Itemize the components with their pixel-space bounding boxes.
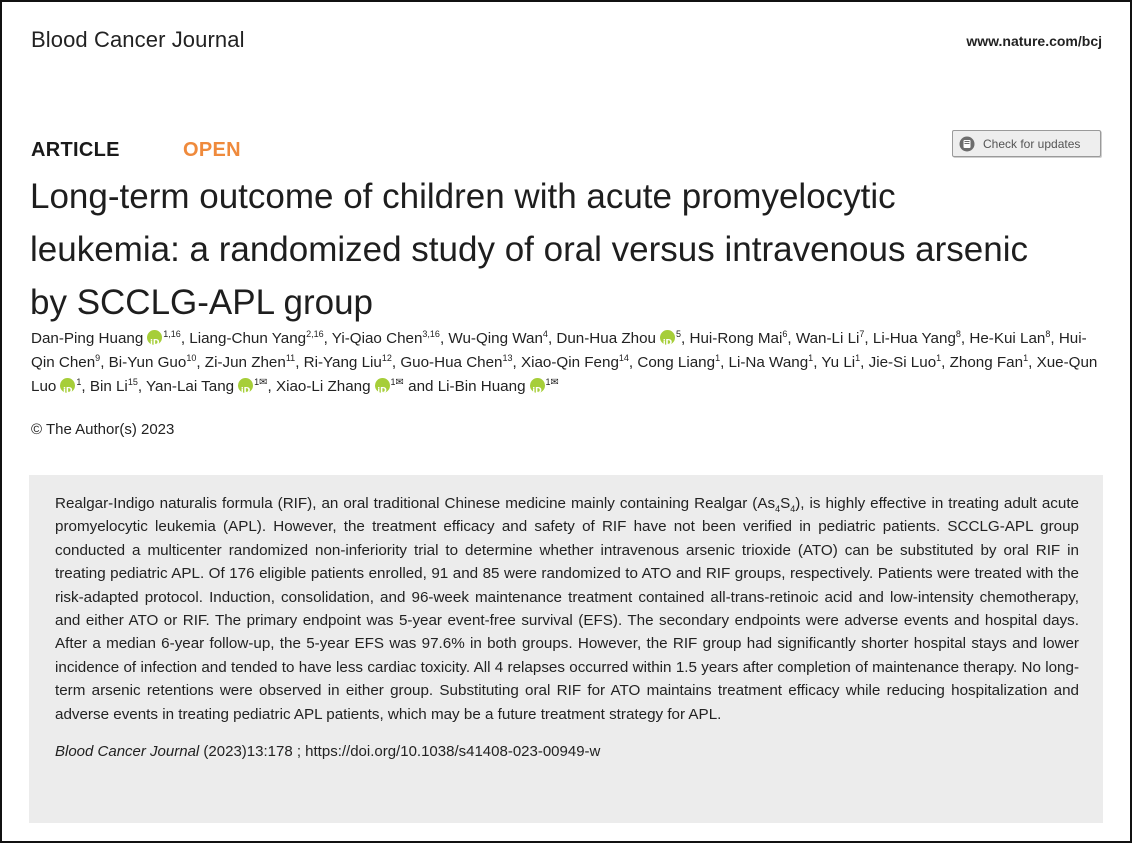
author[interactable] xyxy=(969,330,1050,347)
author-affiliation: 1 xyxy=(76,377,82,387)
copyright-notice: © The Author(s) 2023 xyxy=(31,421,175,438)
author[interactable] xyxy=(637,354,720,371)
author-affiliation: 14 xyxy=(618,353,629,363)
orcid-icon[interactable] xyxy=(375,378,390,393)
check-for-updates-button[interactable] xyxy=(952,130,1101,157)
abstract-box xyxy=(29,475,1103,823)
author-affiliation: 1 xyxy=(715,353,721,363)
author-name[interactable]: Bin Li xyxy=(89,378,128,395)
author-name[interactable]: Yi-Qiao Chen xyxy=(331,330,423,347)
author-name[interactable]: Liang-Chun Yang xyxy=(189,330,307,347)
author[interactable] xyxy=(729,354,814,371)
author[interactable] xyxy=(304,354,392,371)
author-name[interactable]: Xue-Qun Luo xyxy=(31,354,1098,395)
orcid-icon[interactable] xyxy=(238,378,253,393)
author-name[interactable]: Wu-Qing Wan xyxy=(448,330,543,347)
article-type-label: ARTICLE xyxy=(31,139,120,161)
author-name[interactable]: Hui-Qin Chen xyxy=(31,330,1087,371)
author-name[interactable]: Jie-Si Luo xyxy=(868,354,937,371)
author-name[interactable]: Hui-Rong Mai xyxy=(689,330,783,347)
citation-line xyxy=(55,743,1079,760)
author-affiliation: 6 xyxy=(782,329,788,339)
author-affiliation: 1 xyxy=(808,353,814,363)
author[interactable] xyxy=(689,330,787,347)
author-affiliation: 2,16 xyxy=(306,329,324,339)
author-name[interactable]: Xiao-Li Zhang xyxy=(275,378,371,395)
author-affiliation: 1 xyxy=(545,377,551,387)
citation-journal: Blood Cancer Journal xyxy=(55,743,200,761)
author-and: and xyxy=(403,378,438,395)
abstract-text: Realgar-Indigo naturalis formula (RIF), an oral traditional Chinese medicine mainly containing Realgar $(As_4S_4)$, is highly effective in treating adult acute promyelocytic leukemia (APL). However, the treatment efficacy and safety of RIF have not been verified in pediatric patients. SCCLG-APL group conducted a multicenter randomized non-inferiority trial to determine whether intravenous arsenic trioxide (ATO) can be substituted by oral RIF in treating pediatric APL. Of 176 eligible patients enrolled, 91 and 85 were randomized to ATO and RIF groups, respectively. Patients were treated with the risk-adapted protocol. Induction, consolidation, and 96-week maintenance treatment contained all-trans-retinoic acid and low-intensity chemotherapy, and either ATO or RIF. The primary endpoint was 5-year event-free survival (EFS). The secondary endpoints were adverse events and hospital days. After a median 6-year follow-up, the 5-year EFS was 97.6% in both groups. However, the RIF group had significantly shorter hospital stays and lower incidence of infection and tended to have less cardiac toxicity. All 4 relapses occurred within 1.5 years after completion of maintenance therapy. No long-term arsenic retentions were observed in either group. Substituting oral RIF for ATO maintains treatment efficacy while reducing hospitalization and adverse events in treating pediatric APL patients, which may be a future treatment strategy for APL. xyxy=(55,495,1079,723)
author-name[interactable]: Bi-Yun Guo xyxy=(108,354,187,371)
author[interactable] xyxy=(873,330,961,347)
email-icon[interactable]: ✉ xyxy=(550,377,559,388)
author-affiliation: 4 xyxy=(542,329,548,339)
author-affiliation: 10 xyxy=(186,353,197,363)
author[interactable] xyxy=(521,354,629,371)
author[interactable] xyxy=(796,330,865,347)
orcid-icon[interactable] xyxy=(530,378,545,393)
author[interactable] xyxy=(448,330,548,347)
author-affiliation: 8 xyxy=(955,329,961,339)
author[interactable] xyxy=(332,330,440,347)
author[interactable] xyxy=(400,354,512,371)
author-affiliation: 3,16 xyxy=(422,329,440,339)
author-name[interactable]: Xiao-Qin Feng xyxy=(520,354,619,371)
author[interactable] xyxy=(556,330,681,347)
author-name[interactable]: Guo-Hua Chen xyxy=(400,354,503,371)
author-affiliation: 15 xyxy=(127,377,138,387)
check-updates-icon xyxy=(959,136,975,152)
author-affiliation: 5 xyxy=(676,329,682,339)
orcid-icon[interactable] xyxy=(147,330,162,345)
author-affiliation: 1 xyxy=(254,377,260,387)
author[interactable] xyxy=(205,354,295,371)
author-affiliation: 1 xyxy=(1023,353,1029,363)
author-name[interactable]: Dan-Ping Huang xyxy=(31,330,144,347)
author-affiliation: 11 xyxy=(285,353,296,363)
orcid-icon[interactable] xyxy=(60,378,75,393)
author[interactable] xyxy=(189,330,323,347)
author-affiliation: 13 xyxy=(502,353,513,363)
author-name[interactable]: Dun-Hua Zhou xyxy=(556,330,657,347)
author-name[interactable]: Yu Li xyxy=(821,354,856,371)
author-affiliation: 12 xyxy=(381,353,392,363)
citation-doi[interactable]: (2023)13:178 ; https://doi.org/10.1038/s41408-023-00949-w xyxy=(199,743,601,761)
author-name[interactable]: Wan-Li Li xyxy=(795,330,860,347)
author-affiliation: 1,16 xyxy=(163,329,181,339)
open-access-label: OPEN xyxy=(183,139,241,161)
author[interactable] xyxy=(31,330,181,347)
author-name[interactable]: He-Kui Lan xyxy=(969,330,1046,347)
author-name[interactable]: Li-Bin Huang xyxy=(437,378,526,395)
author-affiliation: 9 xyxy=(95,353,101,363)
author-name[interactable]: Li-Na Wang xyxy=(728,354,809,371)
author-name[interactable]: Zhong Fan xyxy=(949,354,1024,371)
check-for-updates-label: Check for updates xyxy=(983,136,1081,151)
author[interactable] xyxy=(950,354,1028,371)
email-icon[interactable]: ✉ xyxy=(259,377,268,388)
email-icon[interactable]: ✉ xyxy=(395,377,404,388)
author[interactable] xyxy=(276,378,404,395)
author[interactable] xyxy=(438,378,559,395)
author-list: Dan-Ping HuangiD $^{1,16}$, Liang-Chun Yang$^{2,16}$, Yi-Qiao Chen$^{3,16}$, Wu-Qing Wan$^4$, Dun-Hua ZhouiD $^5$, Hui-Rong Mai$^6$, Wan-Li Li$^7$, Li-Hua Yang$^8$, He-Kui Lan$^8$, Hui-Qin Chen$^9$, Bi-Yun Guo$^{10}$, Zi-Jun Zhen$^{11}$, Ri-Yang Liu$^{12}$, Guo-Hua Chen$^{13}$, Xiao-Qin Feng$^{14}$, Cong Liang$^1$, Li-Na Wang$^1$, Yu Li$^1$, Jie-Si Luo$^1$, Zhong Fan$^1$, Xue-Qun LuoiD $^1$, Bin Li$^{15}$, Yan-Lai TangiD $^{1✉}$, Xiao-Li ZhangiD $^{1✉}$ and Li-Bin HuangiD $^{1✉}$ xyxy=(31,327,1106,399)
author-affiliation: 1 xyxy=(936,353,942,363)
journal-site-link[interactable]: www.nature.com/bcj xyxy=(966,33,1102,49)
author-name[interactable]: Ri-Yang Liu xyxy=(303,354,382,371)
author[interactable] xyxy=(821,354,860,371)
author[interactable] xyxy=(146,378,268,395)
author-name[interactable]: Yan-Lai Tang xyxy=(146,378,235,395)
author-affiliation: 8 xyxy=(1045,329,1051,339)
author-name[interactable]: Zi-Jun Zhen xyxy=(204,354,286,371)
author[interactable] xyxy=(869,354,942,371)
author-affiliation: 1 xyxy=(855,353,861,363)
orcid-icon[interactable] xyxy=(660,330,675,345)
article-title: Long-term outcome of children with acute promyelocytic leukemia: a randomized study of oral versus intravenous arsenic by SCCLG-APL group xyxy=(30,177,1028,322)
author-affiliation: 1 xyxy=(390,377,396,387)
journal-name: Blood Cancer Journal xyxy=(31,27,245,52)
author[interactable] xyxy=(90,378,138,395)
author-affiliation: 7 xyxy=(859,329,865,339)
author[interactable] xyxy=(109,354,197,371)
author-name[interactable]: Cong Liang xyxy=(637,354,716,371)
author-name[interactable]: Li-Hua Yang xyxy=(872,330,956,347)
